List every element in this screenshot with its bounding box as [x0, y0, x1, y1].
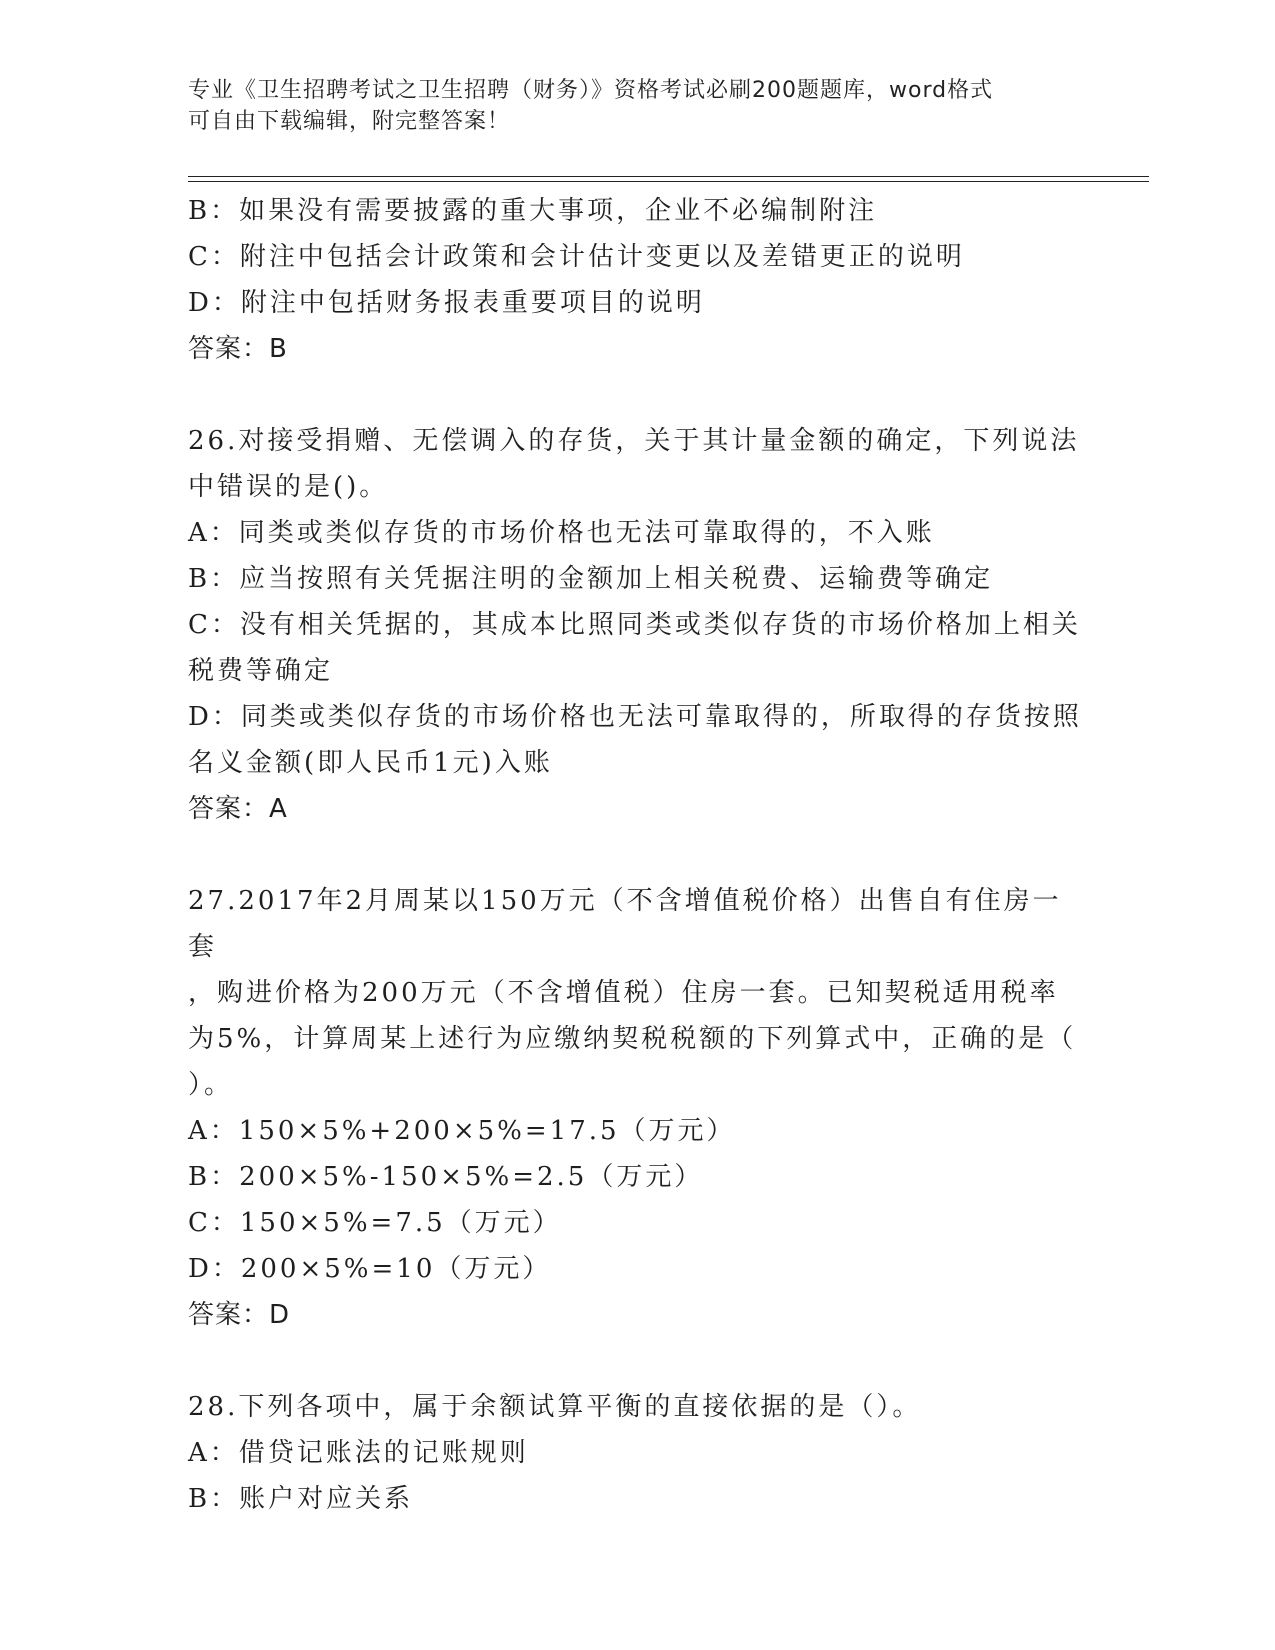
option-b: B：应当按照有关凭据注明的金额加上相关税费、运输费等确定: [188, 564, 994, 594]
option-b: B：200×5%-150×5%=2.5（万元）: [188, 1162, 704, 1192]
block-spacer: [188, 832, 1088, 878]
question-stem: 27.2017年2月周某以150万元（不含增值税价格）出售自有住房一套: [188, 886, 1062, 962]
option-c-continued: 税费等确定: [188, 656, 334, 686]
header-divider-bottom: [188, 181, 1149, 182]
question-content: [188, 188, 1088, 1522]
answer-line: 答案：A: [188, 794, 288, 824]
option-c: C：150×5%=7.5（万元）: [188, 1208, 562, 1238]
question-stem-continued: ，购进价格为200万元（不含增值税）住房一套。已知契税适用税率: [188, 978, 1059, 1008]
answer-line: 答案：D: [188, 1300, 291, 1330]
header-line-2: 可自由下载编辑，附完整答案！: [188, 109, 511, 134]
option-d: D：200×5%=10（万元）: [188, 1254, 552, 1284]
question-block-26: [188, 418, 1088, 832]
option-d: D：同类或类似存货的市场价格也无法可靠取得的，所取得的存货按照: [188, 702, 1082, 732]
question-block-28: [188, 1384, 1088, 1522]
header-line-1: 专业《卫生招聘考试之卫生招聘（财务）》资格考试必刷200题题库，word格式: [188, 78, 994, 103]
question-stem-continued: 为5%，计算周某上述行为应缴纳契税税额的下列算式中，正确的是（: [188, 1024, 1077, 1054]
option-c: C：没有相关凭据的，其成本比照同类或类似存货的市场价格加上相关: [188, 610, 1081, 640]
header-divider-top: [188, 176, 1149, 177]
option-d-continued: 名义金额(即人民币1元)入账: [188, 748, 553, 778]
option-d: D：附注中包括财务报表重要项目的说明: [188, 288, 705, 318]
option-a: A：借贷记账法的记账规则: [188, 1438, 529, 1468]
question-block-25: [188, 188, 1088, 372]
question-stem-continued: 中错误的是()。: [188, 472, 389, 502]
document-header: [188, 75, 1088, 137]
question-stem: 28.下列各项中，属于余额试算平衡的直接依据的是（）。: [188, 1392, 922, 1422]
question-block-27: [188, 878, 1088, 1338]
option-b: B：账户对应关系: [188, 1484, 414, 1514]
question-stem-continued: ）。: [188, 1070, 234, 1100]
block-spacer: [188, 1338, 1088, 1384]
answer-line: 答案：B: [188, 334, 288, 364]
option-c: C：附注中包括会计政策和会计估计变更以及差错更正的说明: [188, 242, 965, 272]
option-a: A：150×5%+200×5%=17.5（万元）: [188, 1116, 736, 1146]
option-a: A：同类或类似存货的市场价格也无法可靠取得的，不入账: [188, 518, 935, 548]
question-stem: 26.对接受捐赠、无偿调入的存货，关于其计量金额的确定，下列说法: [188, 426, 1080, 456]
block-spacer: [188, 372, 1088, 418]
option-b: B：如果没有需要披露的重大事项，企业不必编制附注: [188, 196, 878, 226]
